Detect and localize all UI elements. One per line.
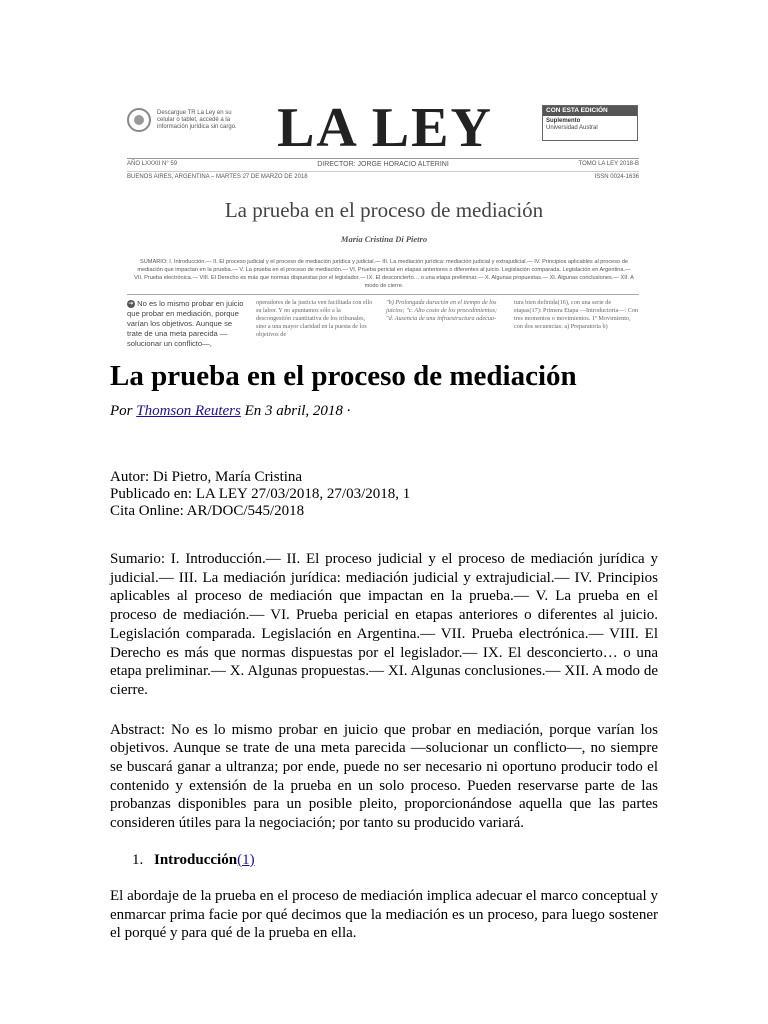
byline-date: En 3 abril, 2018 ·	[244, 403, 351, 419]
issue-line	[127, 158, 639, 168]
meta-citation: Cita Online: AR/DOC/545/2018	[110, 503, 305, 519]
newspaper-article-author: María Cristina Di Pietro	[340, 234, 428, 244]
masthead-logo: LA LEY	[277, 97, 493, 159]
tr-logo-icon	[127, 108, 151, 132]
arrow-right-icon: ➔	[128, 301, 134, 307]
section-label: Introducción	[154, 851, 238, 868]
article	[110, 354, 658, 943]
section-number: 1.	[132, 851, 144, 868]
volume-label: TOMO LA LEY 2018-B	[578, 161, 639, 167]
footnote-link[interactable]: (1)	[237, 851, 255, 868]
byline	[110, 401, 658, 421]
newspaper-column-1-text: No es lo mismo probar en juicio que probar en mediación, porque varían los objetivos. Aunque se trate de una meta parecida —solucionar un conflicto—,	[127, 299, 244, 348]
abstract-paragraph: Abstract: No es lo mismo probar en juicio que probar en mediación, porque varían los objetivos. Aunque se trate de una meta parecida —solucionar un conflicto—, no siempre se buscará ganar a ultranza; por ende, puede no ser necesario ni oportuno producir todo el contenido y extensión de la prueba en un solo proceso. Pueden reservarse parte de las probanzas disponibles para un posible pleito, proporcionándose aquella que las partes consideren útiles para la negociación; por tanto su producido variará.	[110, 721, 658, 832]
edition-university: Universidad Austral	[546, 125, 598, 131]
newspaper-column-1	[127, 299, 245, 348]
edition-supplement: Suplemento	[546, 118, 581, 124]
summary-paragraph: Sumario: I. Introducción.— II. El proceso judicial y el proceso de mediación jurídica y judicial.— III. La mediación jurídica: mediación judicial y extrajudicial.— IV. Principios aplicables al proceso de mediación que impactan en la prueba.— V. La prueba en el proceso de mediación.— VI. Prueba pericial en etapas anteriores o diferentes al juicio. Legislación comparada. Legislación en Argentina.— VII. Prueba electrónica.— VIII. El Derecho es más que normas dispuestas por el legislador.— IX. El desconcierto… o una etapa preliminar.— X. Algunas propuestas.— XI. Algunas conclusiones.— XII. A modo de cierre.	[110, 551, 658, 698]
meta-author: Autor: Di Pietro, María Cristina	[110, 469, 303, 485]
promo-text: Descargue TR La Ley en su celular o tablet, accedé a la información jurídica sin cargo.	[157, 110, 237, 130]
author-link[interactable]: Thomson Reuters	[136, 403, 241, 419]
edition-box	[542, 105, 638, 141]
newspaper-summary: SUMARIO: I. Introducción.— II. El proceso judicial y el proceso de mediación jurídica y judicial.— III. La mediación jurídica: mediación judicial y extrajudicial.— IV. Principios aplicables al proceso de mediación que impactan en la prueba.— V. La prueba en el proceso de mediación.— VI. Prueba pericial en etapas anteriores o diferentes al juicio. Legislación comparada. Legislación en Argentina.— VII. Prueba electrónica.— VIII. El Derecho es más que normas dispuestas por el legislador.— IX. El desconcierto… o una etapa preliminar.— X. Algunas propuestas.— XI. Algunas conclusiones.— XII. A modo de cierre.	[134, 259, 634, 289]
section-heading-introduccion	[132, 850, 658, 870]
date-line	[127, 171, 639, 180]
byline-prefix: Por	[110, 403, 133, 419]
article-meta	[110, 469, 658, 520]
edition-header: CON ESTA EDICIÓN	[543, 106, 637, 116]
newspaper-column-4: tura bien definida(16), con una serie de etapas(17): Primera Etapa —Introductoria—: Con tres momentos o movimientos. 1º Movimiento, con dos secuencias: a) Preparatoria b)	[514, 299, 639, 330]
divider	[127, 294, 639, 295]
intro-paragraph: El abordaje de la prueba en el proceso de mediación implica adecuar el marco conceptual y enmarcar prima facie por qué decimos que la mediación es un proceso, para luego sostener el porqué y para qué de la prueba en ella.	[110, 887, 658, 942]
issue-number: AÑO LXXXII N° 59	[127, 161, 178, 167]
director-name: DIRECTOR: JORGE HORACIO ALTERINI	[317, 161, 449, 168]
issn-label: ISSN 0024-1636	[594, 174, 639, 180]
meta-published: Publicado en: LA LEY 27/03/2018, 27/03/2018, 1	[110, 486, 411, 502]
newspaper-column-2: operadores de la justicia ven facilitada con ello su labor. Y no apuntamos sólo a la descongestión cuantitativa de los tribunales, sino a una mayor claridad en la puesta de los objetivos de	[256, 299, 373, 338]
newspaper-header-image	[124, 97, 644, 348]
promo-block	[127, 106, 237, 136]
article-title: La prueba en el proceso de mediación	[110, 360, 577, 392]
newspaper-article-title: La prueba en el proceso de mediación	[224, 198, 544, 222]
location-date: BUENOS AIRES, ARGENTINA – MARTES 27 DE MARZO DE 2018	[127, 174, 308, 180]
newspaper-column-3: "b) Prolongada duración en el tiempo de los juicios; "c. Alto costo de los procedimientos; "d. Ausencia de una infraestructura adecua-	[386, 299, 498, 322]
